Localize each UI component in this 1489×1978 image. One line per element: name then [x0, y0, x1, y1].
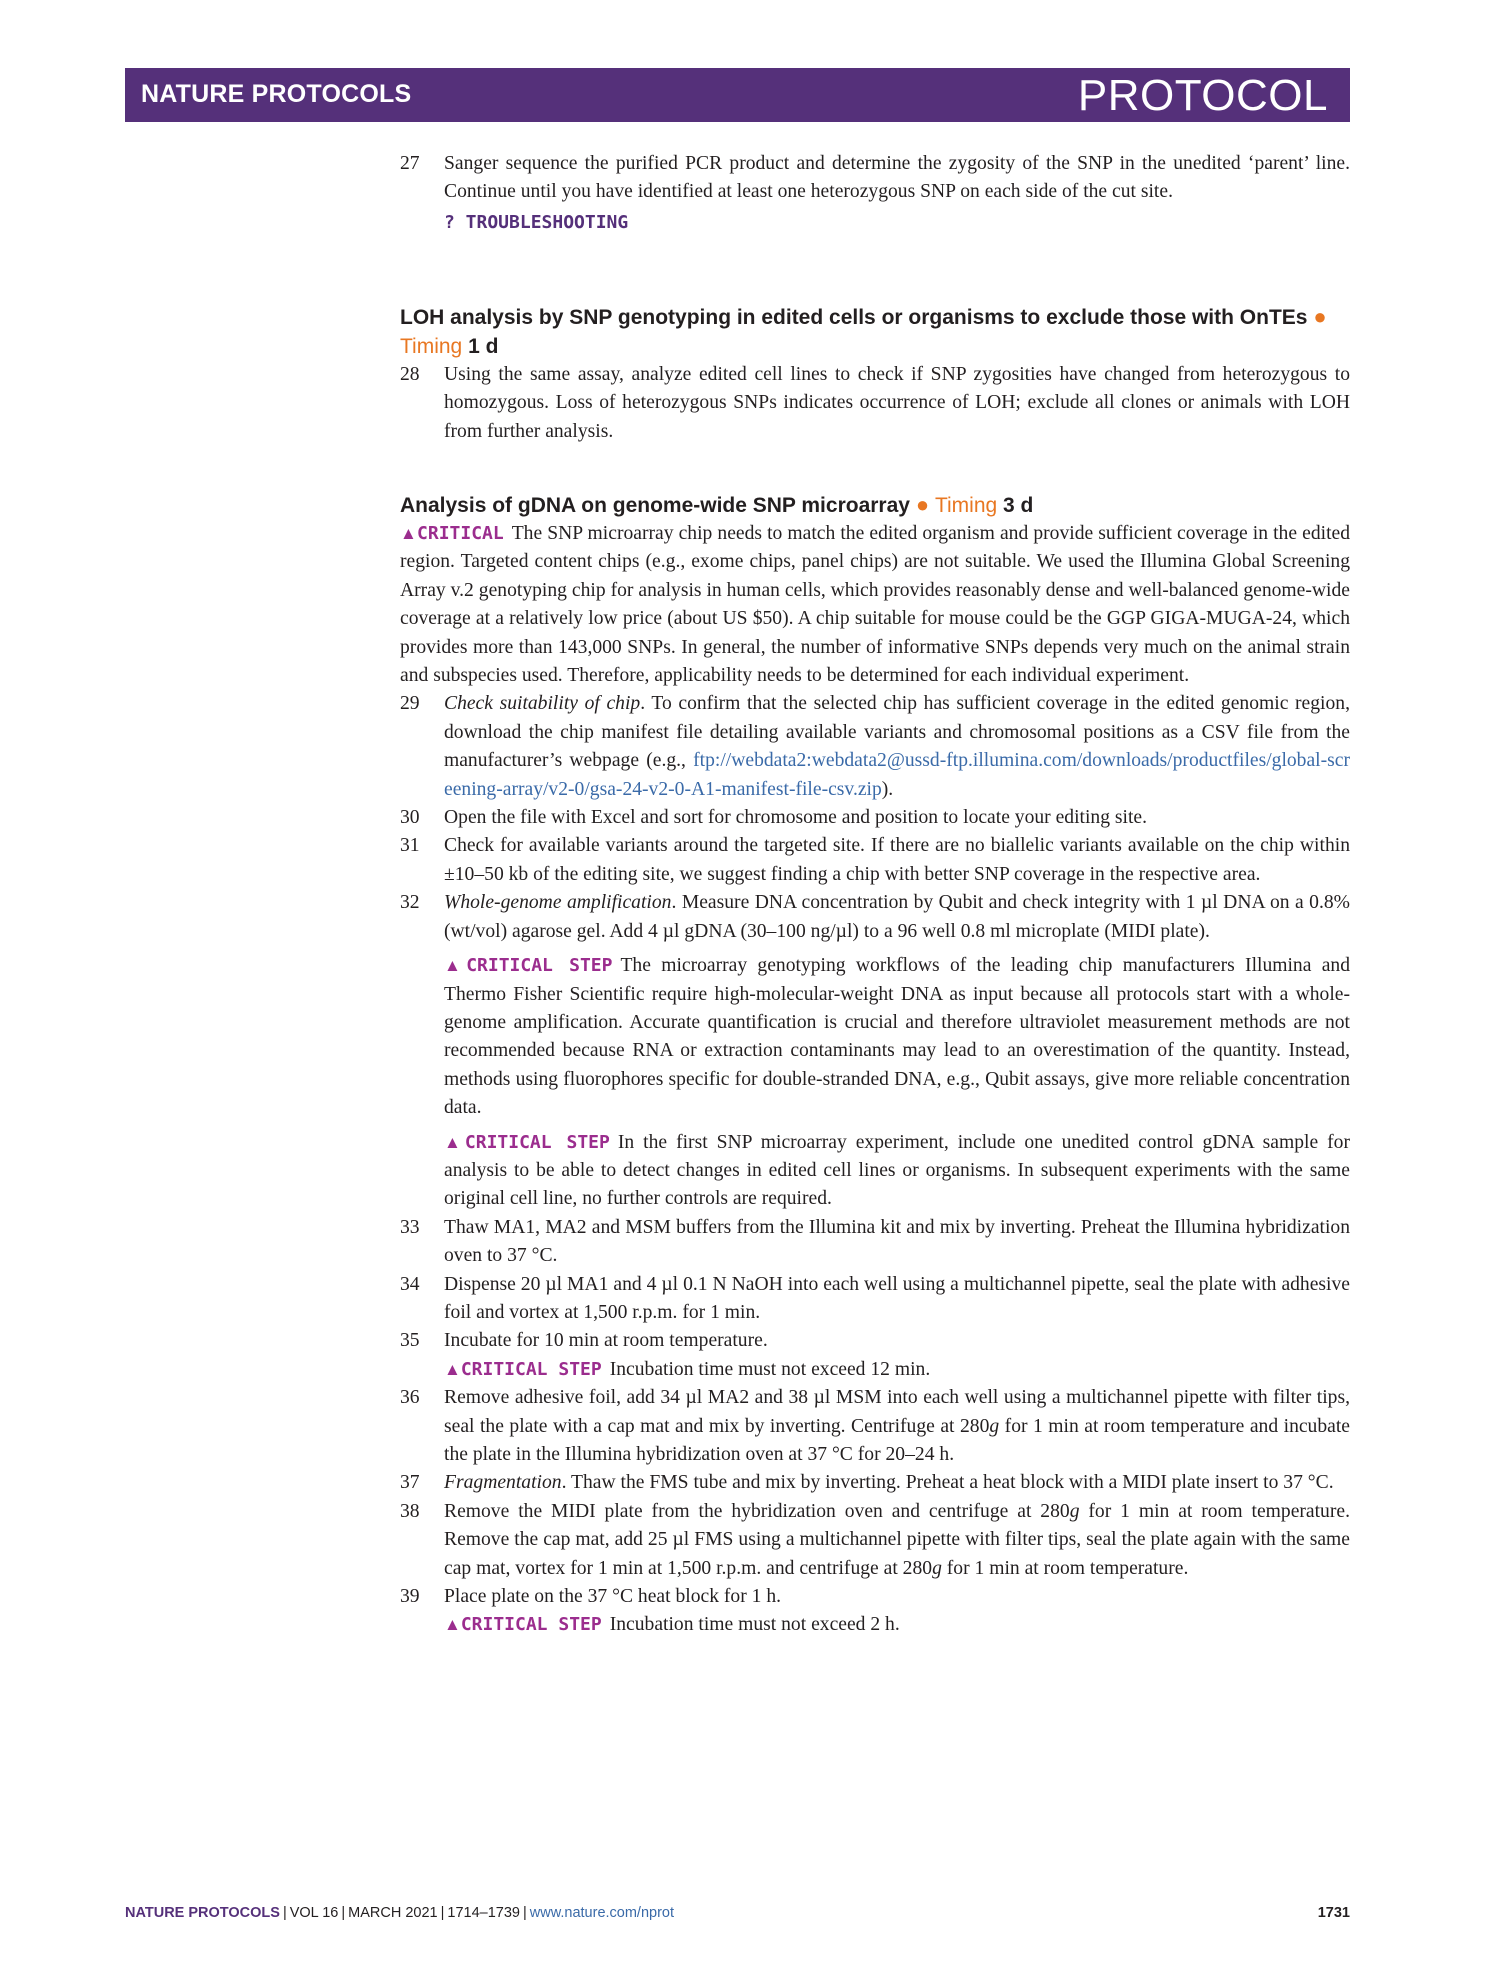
footer-date: MARCH 2021: [348, 1905, 438, 1921]
step-33: [400, 1214, 1350, 1271]
critical-step-text: In the first SNP microarray experiment, include one unedited control gDNA sample for analysis to be able to detect changes in edited cell lines or organisms. In subsequent experiments with the same original cell line, no further controls are required.: [444, 1131, 1350, 1210]
step-text: for 1 min at room temperature.: [941, 1557, 1189, 1579]
step-34: [400, 1271, 1350, 1328]
step-text: Thaw MA1, MA2 and MSM buffers from the Illumina kit and mix by inverting. Preheat the Illumina hybridization oven to 37 °C.: [444, 1216, 1350, 1267]
step-number: 32: [400, 892, 420, 914]
step-title: Whole-genome amplification: [444, 892, 672, 914]
step-27: [400, 150, 1350, 237]
step-37: [400, 1469, 1350, 1497]
critical-step: [444, 1611, 1350, 1639]
step-31: [400, 832, 1350, 889]
step-text: . Measure DNA concentration by Qubit and check integrity with 1 µl DNA on a 0.8% (wt/vol) agarose gel. Add 4 µl gDNA (30–100 ng/µl) to a 96 well 0.8 ml microplate (MIDI plate).: [444, 892, 1350, 942]
step-text: Remove adhesive foil, add 34 µl MA2 and 38 µl MSM into each well using a multichannel pipette with filter tips, seal the plate with a cap mat and mix by inverting. Centrifuge at 280: [444, 1387, 1350, 1437]
footer-journal: NATURE PROTOCOLS: [125, 1905, 280, 1921]
step-title: Fragmentation: [444, 1472, 562, 1494]
footer-volume: VOL 16: [289, 1905, 339, 1921]
g-unit: g: [932, 1557, 942, 1579]
step-36: [400, 1384, 1350, 1469]
step-text: Remove the MIDI plate from the hybridization oven and centrifuge at 280: [444, 1500, 1070, 1522]
step-28: [400, 361, 1350, 446]
page-footer: NATURE PROTOCOLS | VOL 16 | MARCH 2021 | 1714–1739 | www.nature.com/nprot 1731: [125, 1905, 1350, 1921]
page-number: 1731: [1317, 1905, 1350, 1921]
step-number: 35: [400, 1330, 420, 1352]
step-35: [400, 1327, 1350, 1384]
critical-step-label: CRITICAL STEP: [464, 1131, 610, 1153]
step-text: . To confirm that the selected chip has sufficient coverage in the edited genomic region, download the chip manifest file detailing available variants and chromosomal positions as a CSV file from the manufacturer’s webpage (e.g.,: [444, 693, 1350, 772]
critical-step-text: Incubation time must not exceed 2 h.: [609, 1614, 900, 1636]
section-microarray: [400, 490, 1350, 1640]
header-banner: [125, 68, 1350, 122]
step-number: 38: [400, 1500, 420, 1522]
critical-triangle-icon: ▲: [444, 956, 467, 976]
step-30: [400, 804, 1350, 832]
critical-triangle-icon: ▲: [444, 1359, 461, 1379]
timing-value: 3 d: [1003, 494, 1034, 517]
step-39: [400, 1583, 1350, 1640]
critical-triangle-icon: ▲: [400, 524, 418, 543]
step-text: for 1 min at room temperature and incubate the plate in the Illumina hybridization oven at 37 °C for 20–24 h.: [444, 1415, 1350, 1465]
critical-triangle-icon: ▲: [444, 1132, 465, 1152]
critical-step: [444, 1129, 1350, 1214]
step-38: [400, 1498, 1350, 1583]
g-unit: g: [1069, 1500, 1080, 1522]
timing-label: Timing: [400, 335, 463, 358]
footer-url[interactable]: www.nature.com/nprot: [529, 1905, 675, 1921]
step-text: Sanger sequence the purified PCR product and determine the zygosity of the SNP in the unedited ‘parent’ line. Continue until you have identified at least one heterozygous SNP on each side of the cut site.: [444, 153, 1350, 203]
timing-dot-icon: ●: [915, 492, 930, 517]
critical-label: CRITICAL: [417, 523, 504, 544]
g-unit: g: [989, 1415, 1000, 1437]
critical-text: The SNP microarray chip needs to match the edited organism and provide sufficient coverage in the edited region. Targeted content chips (e.g., exome chips, panel chips) are not suitable. We used the Illumina Global Screening Array v.2 genotyping chip for analysis in human cells, which provides reasonably dense and well-balanced genome-wide coverage at a relatively low price (about US $50). A chip suitable for mouse could be the GGP GIGA-MUGA-24, which provides more than 143,000 SNPs. In general, the number of informative SNPs depends very much on the animal strain and subspecies used. Therefore, applicability needs to be determined for each individual experiment.: [400, 523, 1351, 687]
timing-label: Timing: [934, 494, 998, 517]
step-number: 29: [400, 693, 420, 715]
timing-dot-icon: ●: [1313, 304, 1327, 329]
step-number: 30: [400, 807, 420, 829]
step-text: for 1 min at room temperature. Remove the cap mat, add 25 µl FMS using a multichannel pipette with filter tips, seal the plate again with the same cap mat, vortex for 1 min at 1,500 r.p.m. and centrifuge at 280: [444, 1500, 1350, 1579]
step-32: [400, 889, 1350, 1213]
step-number: 36: [400, 1387, 420, 1409]
step-title: Check suitability of chip: [444, 693, 641, 715]
step-number: 27: [400, 153, 420, 174]
critical-step-text: The microarray genotyping workflows of the leading chip manufacturers Illumina and Thermo Fisher Scientific require high-molecular-weight DNA as input because all protocols start with a whole-genome amplification. Accurate quantification is crucial and therefore ultraviolet measurement methods are not recommended because RNA or extraction contaminants may lead to an overestimation of the quantity. Instead, methods using fluorophores specific for double-stranded DNA, e.g., Qubit assays, give more reliable concentration data.: [444, 955, 1350, 1119]
step-text: Incubate for 10 min at room temperature.: [444, 1330, 768, 1352]
step-text-end: ).: [881, 778, 894, 800]
journal-name: NATURE PROTOCOLS: [141, 80, 412, 108]
critical-note: [400, 520, 1350, 690]
step-number: 31: [400, 835, 420, 857]
section-heading: [400, 302, 1350, 361]
manifest-link[interactable]: ftp://webdata2:webdata2@ussd-ftp.illumina.com/downloads/productfiles/global-screening-array/v2-0/gsa-24-v2-0-A1-manifest-file-csv.zip: [444, 750, 1350, 800]
troubleshooting-link[interactable]: ? TROUBLESHOOTING: [444, 211, 629, 233]
critical-step: [444, 952, 1350, 1122]
step-text: Using the same assay, analyze edited cell lines to check if SNP zygosities have changed from heterozygous to homozygous. Loss of heterozygous SNPs indicates occurrence of LOH; exclude all clones or animals with LOH from further analysis.: [444, 364, 1350, 442]
critical-step-label: CRITICAL STEP: [466, 955, 613, 977]
critical-step-label: CRITICAL STEP: [460, 1614, 602, 1636]
section-loh: [400, 302, 1350, 446]
step-text: Dispense 20 µl MA1 and 4 µl 0.1 N NaOH into each well using a multichannel pipette, seal the plate with adhesive foil and vortex at 1,500 r.p.m. for 1 min.: [444, 1273, 1350, 1323]
step-text: Check for available variants around the targeted site. If there are no biallelic variants available on the chip within ±10–50 kb of the editing site, we suggest finding a chip with better SNP coverage in the respective area.: [444, 835, 1350, 885]
step-text: Place plate on the 37 °C heat block for 1 h.: [444, 1586, 782, 1608]
step-number: 37: [400, 1472, 420, 1494]
article-type: PROTOCOL: [1077, 71, 1328, 120]
step-text: . Thaw the FMS tube and mix by inverting. Preheat a heat block with a MIDI plate insert to 37 °C.: [561, 1472, 1334, 1494]
section-title: Analysis of gDNA on genome-wide SNP microarray: [400, 494, 910, 517]
critical-step: [444, 1356, 1350, 1384]
step-number: 33: [400, 1216, 420, 1238]
step-number: 34: [400, 1273, 420, 1295]
critical-step-label: CRITICAL STEP: [460, 1358, 602, 1380]
critical-triangle-icon: ▲: [444, 1615, 461, 1635]
step-number: 39: [400, 1586, 420, 1608]
timing-value: 1 d: [468, 335, 499, 358]
footer-pages: 1714–1739: [447, 1905, 520, 1921]
critical-step-text: Incubation time must not exceed 12 min.: [609, 1358, 931, 1380]
section-title: LOH analysis by SNP genotyping in edited cells or organisms to exclude those with OnTEs: [400, 306, 1308, 329]
step-text: Open the file with Excel and sort for chromosome and position to locate your editing site.: [444, 807, 1148, 829]
step-number: 28: [400, 364, 420, 385]
section-heading: [400, 490, 1350, 520]
step-29: [400, 690, 1350, 804]
